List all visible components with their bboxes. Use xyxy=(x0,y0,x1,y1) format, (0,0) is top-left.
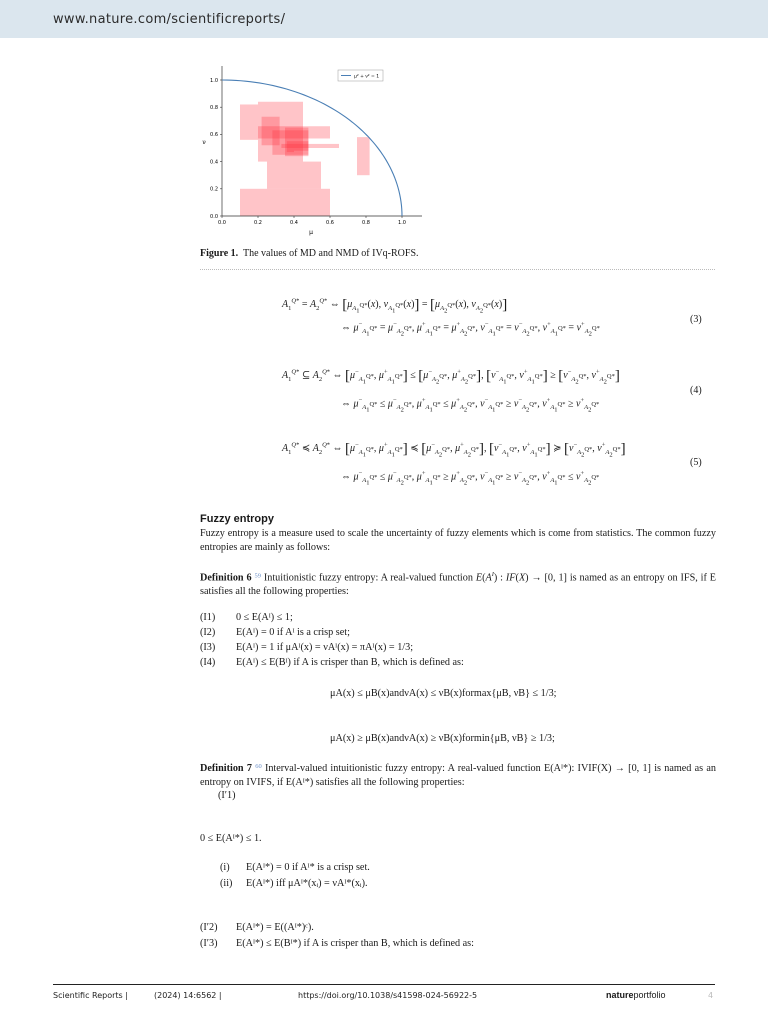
x-tick-label: 0.6 xyxy=(326,220,334,226)
crisper-condition-2: μA(x) ≥ μB(x)andνA(x) ≥ νB(x)formin{μB, νB} ≥ 1/3; xyxy=(330,733,555,744)
entropy-bound: 0 ≤ E(Aᴵ*) ≤ 1. xyxy=(200,833,262,844)
sub-property-text: E(Aᴵ*) iff μAᴵ*(xᵢ) = νAᴵ*(xᵢ). xyxy=(246,878,368,889)
property-text: E(Aᴵ) = 1 if μAᴵ(x) = νAᴵ(x) = πAᴵ(x) = 1/3; xyxy=(236,642,414,653)
nature-portfolio-logo xyxy=(606,990,666,1000)
x-tick-label: 0.4 xyxy=(290,220,298,226)
property-i3-prime xyxy=(200,938,474,949)
sub-property-i xyxy=(220,862,370,873)
sub-property-label: (i) xyxy=(220,862,230,873)
sub-property-text: E(Aᴵ*) = 0 if Aᴵ* is a crisp set. xyxy=(246,862,370,873)
property-text: E(Aᴵ*) = E((Aᴵ*)ᶜ). xyxy=(236,922,314,933)
definition-7-label: Definition 7 xyxy=(200,763,252,774)
footer-journal: Scientific Reports | xyxy=(53,991,128,1000)
property-label: (I2) xyxy=(200,627,216,638)
page-number: 4 xyxy=(708,991,714,1000)
y-tick-label: 0.6 xyxy=(210,132,218,139)
interval-rect-8 xyxy=(287,141,294,152)
caption-label: Figure 1. xyxy=(200,248,239,259)
interval-rect-9 xyxy=(357,137,370,175)
equation-4-line-1: $A_1^{Q*}$ ⊆ $A_2^{Q*}$ ⇔ [$\mu^-_{A_1^{Q*}}$, $\mu^+_{A_1^{Q*}}] \le [\mu^-_{A_2^{Q*}}$, $\mu^+_{A_2^{Q*}}$], [$\nu^-_{A_1^{Q*}}$, $\nu^+_{A_1^{Q*}}] \ge [\nu^-_{A_2^{Q*}}$, $\nu^+_{A_2^{Q*}}$] xyxy=(282,368,620,386)
equation-5-line-1: $A_1^{Q*}$ ≼ $A_2^{Q*}$ ⇔ [$\mu^-_{A_1^{Q*}}$, $\mu^+_{A_1^{Q*}}$] ≼ [$\mu^-_{A_2^{Q*}}$, $\mu^+_{A_2^{Q*}}$], [$\nu^-_{A_1^{Q*}}$, $\nu^+_{A_1^{Q*}}$] ≽ [$\nu^-_{A_2^{Q*}}$, $\nu^+_{A_2^{Q*}}$] xyxy=(282,441,626,459)
x-tick-label: 0.8 xyxy=(362,220,370,226)
section-heading: Fuzzy entropy xyxy=(200,513,274,525)
divider xyxy=(200,269,715,270)
x-axis-label: μ xyxy=(309,229,313,236)
x-tick-label: 0.0 xyxy=(218,220,226,226)
sub-property-ii xyxy=(220,878,368,889)
section-intro: Fuzzy entropy is a measure used to scale the uncertainty of fuzzy elements which is come from statistics. The common fuzzy entropies are mainly as follows: xyxy=(200,528,716,553)
x-tick-label: 1.0 xyxy=(398,220,406,226)
legend-label: μ² + ν² = 1 xyxy=(354,74,380,80)
property-i2 xyxy=(200,627,350,638)
y-tick-label: 0.2 xyxy=(210,186,218,193)
property-i1 xyxy=(200,612,293,623)
figure-1-plot xyxy=(196,60,426,240)
definition-6: Definition 6 $^{59}$ Intuitionistic fuzzy entropy: A real-valued function $E(A^I)$ : IF(X) → [0, 1] is named as an entropy on IFS, if E satisfies all the following properties: xyxy=(200,571,717,597)
property-i4 xyxy=(200,657,464,668)
equation-number-3: (3) xyxy=(690,314,702,325)
property-i1-prime: (Iʹ1) xyxy=(218,790,236,801)
property-text: E(Aᴵ*) ≤ E(Bᴵ*) if A is crisper than B, which is defined as: xyxy=(236,938,474,949)
property-i2-prime xyxy=(200,922,314,933)
equation-3-line-1: $A_1^{Q*} = A_2^{Q*}$ ⇔ [$\mu_{A_1^{Q*}}(x)$, $\nu_{A_1^{Q*}}(x)] = [\mu_{A_2^{Q*}}(x)$, $\nu_{A_2^{Q*}}(x)$] xyxy=(282,297,508,315)
journal-url-link[interactable]: www.nature.com/scientificreports/ xyxy=(53,12,286,27)
y-tick-label: 0.0 xyxy=(210,213,218,220)
caption-text: The values of MD and NMD of IVq-ROFS. xyxy=(242,248,419,259)
interval-rect-11 xyxy=(267,162,321,189)
y-tick-label: 1.0 xyxy=(210,77,218,84)
sub-property-label: (ii) xyxy=(220,878,233,889)
footer-volume: (2024) 14:6562 | xyxy=(154,991,222,1000)
definition-7-text-2: named as an entropy on IVIFS, if E(Aᴵ*) satisfies all the following properties: xyxy=(200,763,717,788)
definition-7 xyxy=(200,760,716,803)
x-tick-label: 0.2 xyxy=(254,220,262,226)
crisper-condition-1: μA(x) ≤ μB(x)andνA(x) ≤ νB(x)formax{μB, νB} ≤ 1/3; xyxy=(330,688,557,699)
definition-6-text-2: is named as an entropy on IFS, if E satisfies all the following properties: xyxy=(200,572,717,597)
equation-5-line-2: ⇔ $\mu^-_{A_1^{Q*}} \le \mu^-_{A_2^{Q*}}$, $\mu^+_{A_1^{Q*}} \ge \mu^+_{A_2^{Q*}}$, $\nu^-_{A_1^{Q*}} \ge \nu^-_{A_2^{Q*}}$, $\nu^+_{A_1^{Q*}} \le \nu^+_{A_2^{Q*}}$ xyxy=(341,470,600,487)
property-label: (I1) xyxy=(200,612,216,623)
citation-59-link[interactable]: 59 xyxy=(254,572,261,580)
equation-number-4: (4) xyxy=(690,385,702,396)
footer-doi-link[interactable]: https://doi.org/10.1038/s41598-024-56922-5 xyxy=(298,991,478,1000)
interval-rect-10 xyxy=(240,189,330,216)
equation-4-line-2: ⇔ $\mu^-_{A_1^{Q*}} \le \mu^-_{A_2^{Q*}}$, $\mu^+_{A_1^{Q*}} \le \mu^+_{A_2^{Q*}}$, $\nu^-_{A_1^{Q*}} \ge \nu^-_{A_2^{Q*}}$, $\nu^+_{A_1^{Q*}} \ge \nu^+_{A_2^{Q*}}$ xyxy=(341,397,600,414)
equation-3-line-2: ⇔ $\mu^-_{A_1^{Q*}} = \mu^-_{A_2^{Q*}}$, $\mu^+_{A_1^{Q*}} = \mu^+_{A_2^{Q*}}$, $\nu^-_{A_1^{Q*}} = \nu^-_{A_2^{Q*}}$, $\nu^+_{A_1^{Q*}} = \nu^+_{A_2^{Q*}}$ xyxy=(341,321,600,338)
logo-light: portfolio xyxy=(633,990,666,1000)
definition-6-label: Definition 6 xyxy=(200,572,252,584)
logo-bold: nature xyxy=(606,990,634,1000)
y-tick-label: 0.8 xyxy=(210,105,218,111)
equation-number-5: (5) xyxy=(690,457,702,468)
y-tick-label: 0.4 xyxy=(210,159,218,166)
property-text: E(Aᴵ) ≤ E(Bᴵ) if A is crisper than B, which is defined as: xyxy=(236,657,464,668)
property-label: (I3) xyxy=(200,642,216,653)
property-i3 xyxy=(200,642,413,653)
property-text: 0 ≤ E(Aᴵ) ≤ 1; xyxy=(236,612,293,623)
interval-rect-6 xyxy=(258,126,330,138)
footer-rule xyxy=(53,984,715,985)
property-label: (Iʹ3) xyxy=(200,938,218,949)
page-header xyxy=(0,0,768,38)
definition-7-text-1: Interval-valued intuitionistic fuzzy entropy: A real-valued function E(Aᴵ*): IVIF(X) → [0, 1] is xyxy=(264,763,661,774)
definition-6-text-1: Intuitionistic fuzzy entropy: A real-valued function xyxy=(263,572,473,584)
property-label: (Iʹ2) xyxy=(200,922,218,933)
y-axis-label: ν xyxy=(202,139,206,146)
interval-rect-0 xyxy=(240,104,258,139)
citation-60-link[interactable]: 60 xyxy=(255,763,262,770)
property-text: E(Aᴵ) = 0 if Aᴵ is a crisp set; xyxy=(236,627,350,638)
property-label: (I4) xyxy=(200,657,216,668)
figure-caption xyxy=(200,248,419,259)
